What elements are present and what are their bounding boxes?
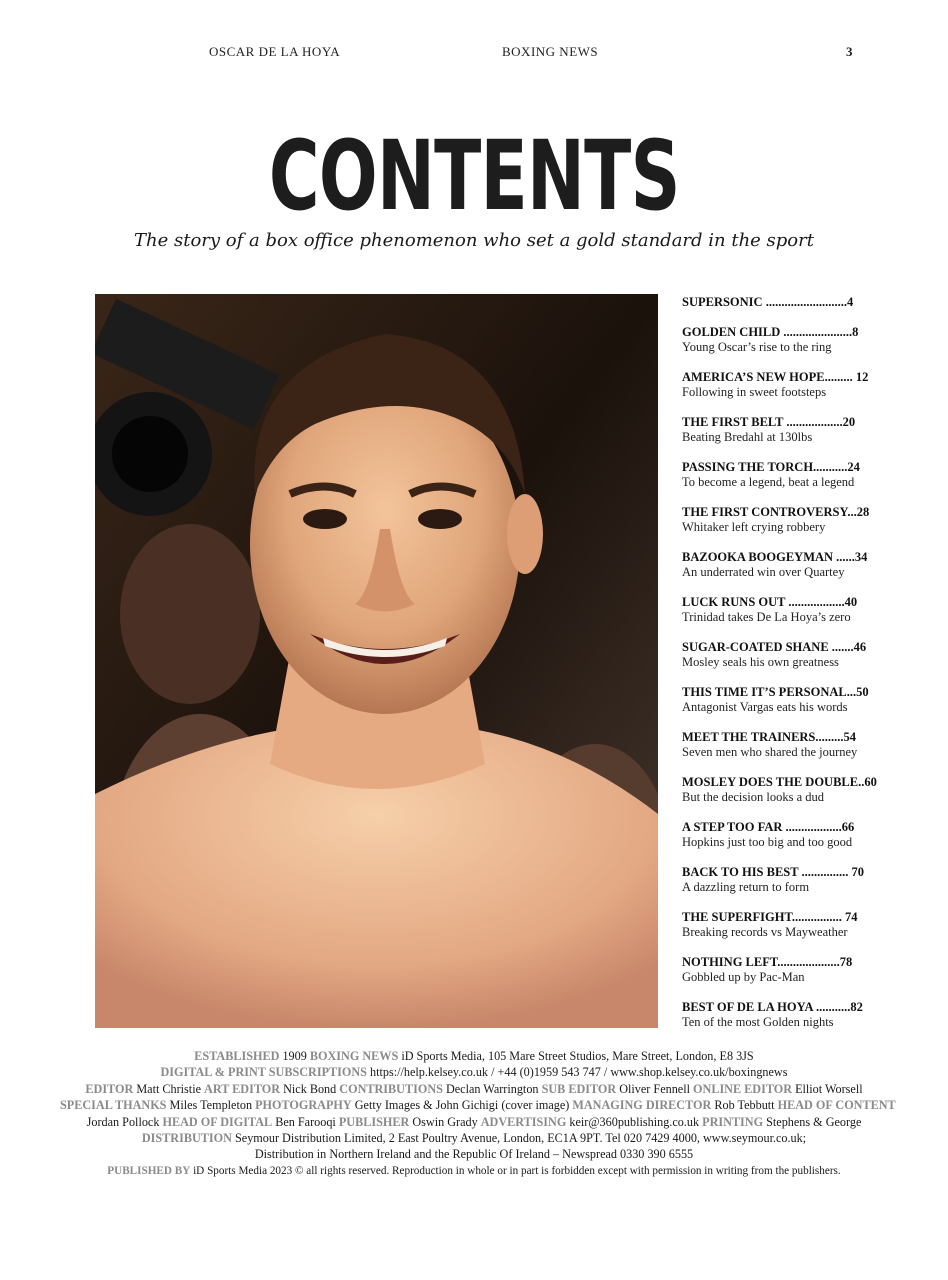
credit-value: Matt Christie: [136, 1081, 201, 1096]
page-number: 3: [846, 44, 853, 59]
credit-label: DIGITAL & PRINT SUBSCRIPTIONS: [160, 1065, 367, 1080]
credit-label: PUBLISHED BY: [107, 1164, 191, 1177]
toc-entry[interactable]: [682, 294, 857, 324]
credit-value: Getty Images & John Gichigi (cover image): [354, 1098, 570, 1113]
toc-entry-description: Following in sweet footsteps: [682, 385, 827, 399]
toc-entry-description: A dazzling return to form: [682, 880, 810, 894]
credit-value: Distribution in Northern Ireland and the Republic Of Ireland – Newspread 0330 390 6555: [254, 1147, 694, 1162]
toc-entry-description: Seven men who shared the journey: [682, 745, 858, 759]
toc-entry-title: PASSING THE TORCH...........24: [682, 460, 860, 474]
credit-value: Declan Warrington: [445, 1081, 539, 1096]
credit-label: PHOTOGRAPHY: [255, 1098, 352, 1113]
credits-line: [60, 1048, 888, 1064]
credit-label: SPECIAL THANKS: [60, 1098, 167, 1113]
credit-value: Seymour Distribution Limited, 2 East Poultry Avenue, London, EC1A 9PT. Tel 020 7429 4000, www.seymour.co.uk;: [235, 1131, 807, 1146]
credit-value: 1909: [282, 1049, 307, 1063]
credit-value: Jordan Pollock: [86, 1114, 160, 1129]
toc-entry[interactable]: [682, 954, 857, 999]
credits-line: [60, 1163, 888, 1179]
credit-value: Rob Tebbutt: [714, 1098, 775, 1113]
credits-line: [60, 1114, 888, 1130]
toc-entry-title: BEST OF DE LA HOYA ...........82: [682, 1000, 863, 1014]
toc-entry[interactable]: [682, 369, 869, 414]
toc-entry-title: THE FIRST CONTROVERSY...28: [682, 505, 870, 519]
credit-label: DISTRIBUTION: [141, 1131, 232, 1146]
credit-label: ESTABLISHED: [194, 1049, 280, 1063]
toc-entry-description: Gobbled up by Pac-Man: [682, 970, 805, 984]
credit-label: BOXING NEWS: [309, 1049, 399, 1063]
toc-entry[interactable]: [682, 684, 869, 729]
credit-value: Oswin Grady: [412, 1114, 478, 1129]
credit-value: iD Sports Media, 105 Mare Street Studios, Mare Street, London, E8 3JS: [401, 1049, 754, 1063]
credits-line: [60, 1064, 888, 1080]
toc-entry-description: Whitaker left crying robbery: [682, 520, 826, 534]
credit-value: Elliot Worsell: [795, 1081, 863, 1096]
credit-label: ADVERTISING: [480, 1114, 567, 1129]
copyright-notice: iD Sports Media 2023 © all rights reserved. Reproduction in whole or in part is forbidden except with permission in writing from the publishers.: [193, 1164, 841, 1177]
toc-entry-description: But the decision looks a dud: [682, 790, 824, 804]
credit-label: PRINTING: [702, 1114, 764, 1129]
toc-entry[interactable]: [682, 594, 857, 639]
toc-entry-title: A STEP TOO FAR ..................66: [682, 820, 855, 834]
credit-label: SUB EDITOR: [541, 1081, 617, 1096]
toc-entry[interactable]: [682, 729, 857, 774]
toc-entry[interactable]: [682, 909, 857, 954]
page-title: CONTENTS: [268, 120, 680, 232]
toc-entry-description: Beating Bredahl at 130lbs: [682, 430, 813, 444]
toc-entry[interactable]: [682, 999, 863, 1044]
toc-entry-description: Ten of the most Golden nights: [682, 1015, 834, 1029]
subscriptions-link[interactable]: https://help.kelsey.co.uk / +44 (0)1959 543 747 / www.shop.kelsey.co.uk/boxingnews: [370, 1065, 788, 1080]
credit-value: Stephens & George: [766, 1114, 862, 1129]
toc-entry[interactable]: [682, 414, 857, 459]
credit-label: HEAD OF CONTENT: [777, 1098, 896, 1113]
page-subtitle: The story of a box office phenomenon who set a gold standard in the sport: [134, 230, 814, 251]
toc-entry-description: An underrated win over Quartey: [682, 565, 845, 579]
credit-value: Miles Templeton: [169, 1098, 253, 1113]
credit-label: ONLINE EDITOR: [693, 1081, 793, 1096]
running-head-center: BOXING NEWS: [502, 44, 599, 59]
toc-entry[interactable]: [682, 819, 857, 864]
toc-entry-description: Breaking records vs Mayweather: [682, 925, 848, 939]
credit-label: EDITOR: [85, 1081, 134, 1096]
credit-label: PUBLISHER: [338, 1114, 410, 1129]
toc-entry[interactable]: [682, 639, 867, 684]
toc-entry-description: Hopkins just too big and too good: [682, 835, 853, 849]
credit-value: Oliver Fennell: [619, 1081, 690, 1096]
toc-entry-title: LUCK RUNS OUT ..................40: [682, 595, 858, 609]
toc-entry-title: NOTHING LEFT....................78: [682, 955, 853, 969]
running-head-left: OSCAR DE LA HOYA: [209, 44, 341, 59]
credit-value: Ben Farooqi: [275, 1114, 336, 1129]
toc-entry-description: Mosley seals his own greatness: [682, 655, 839, 669]
toc-entry-title: BACK TO HIS BEST ............... 70: [682, 865, 865, 879]
toc-entry[interactable]: [682, 864, 865, 909]
masthead-credits: [60, 1048, 896, 1179]
toc-entry-title: AMERICA’S NEW HOPE......... 12: [682, 370, 869, 384]
toc-entry[interactable]: [682, 459, 860, 504]
advertising-email-link[interactable]: keir@360publishing.co.uk: [569, 1114, 700, 1129]
toc-entry-description: Antagonist Vargas eats his words: [682, 700, 848, 714]
credit-value: Nick Bond: [283, 1081, 337, 1096]
toc-entry-description: Trinidad takes De La Hoya’s zero: [682, 610, 851, 624]
toc-entry-title: THE SUPERFIGHT................ 74: [682, 910, 858, 924]
toc-entry[interactable]: [682, 549, 868, 594]
toc-entry-description: Young Oscar’s rise to the ring: [682, 340, 832, 354]
toc-entry[interactable]: [682, 774, 877, 819]
toc-entry-title: GOLDEN CHILD ......................8: [682, 325, 859, 339]
toc-entry-title: SUPERSONIC ..........................4: [682, 295, 854, 309]
credits-line: [60, 1146, 888, 1162]
credits-line: [60, 1081, 888, 1097]
credit-label: CONTRIBUTIONS: [339, 1081, 443, 1096]
credits-line: [60, 1097, 896, 1113]
contents-list: [682, 294, 877, 1044]
toc-entry-description: To become a legend, beat a legend: [682, 475, 855, 489]
toc-entry-title: MEET THE TRAINERS.........54: [682, 730, 857, 744]
credits-line: [60, 1130, 888, 1146]
toc-entry-title: THE FIRST BELT ..................20: [682, 415, 856, 429]
boxer-photo-illustration: [95, 294, 658, 1028]
credit-label: ART EDITOR: [204, 1081, 281, 1096]
credit-label: MANAGING DIRECTOR: [572, 1098, 712, 1113]
toc-entry-title: THIS TIME IT’S PERSONAL...50: [682, 685, 869, 699]
toc-entry-title: BAZOOKA BOOGEYMAN ......34: [682, 550, 868, 564]
toc-entry-title: MOSLEY DOES THE DOUBLE..60: [682, 775, 877, 789]
credit-label: HEAD OF DIGITAL: [162, 1114, 273, 1129]
toc-entry[interactable]: [682, 504, 870, 549]
toc-entry-title: SUGAR-COATED SHANE .......46: [682, 640, 867, 654]
boxer-photo: [95, 294, 658, 1028]
toc-entry[interactable]: [682, 324, 857, 369]
